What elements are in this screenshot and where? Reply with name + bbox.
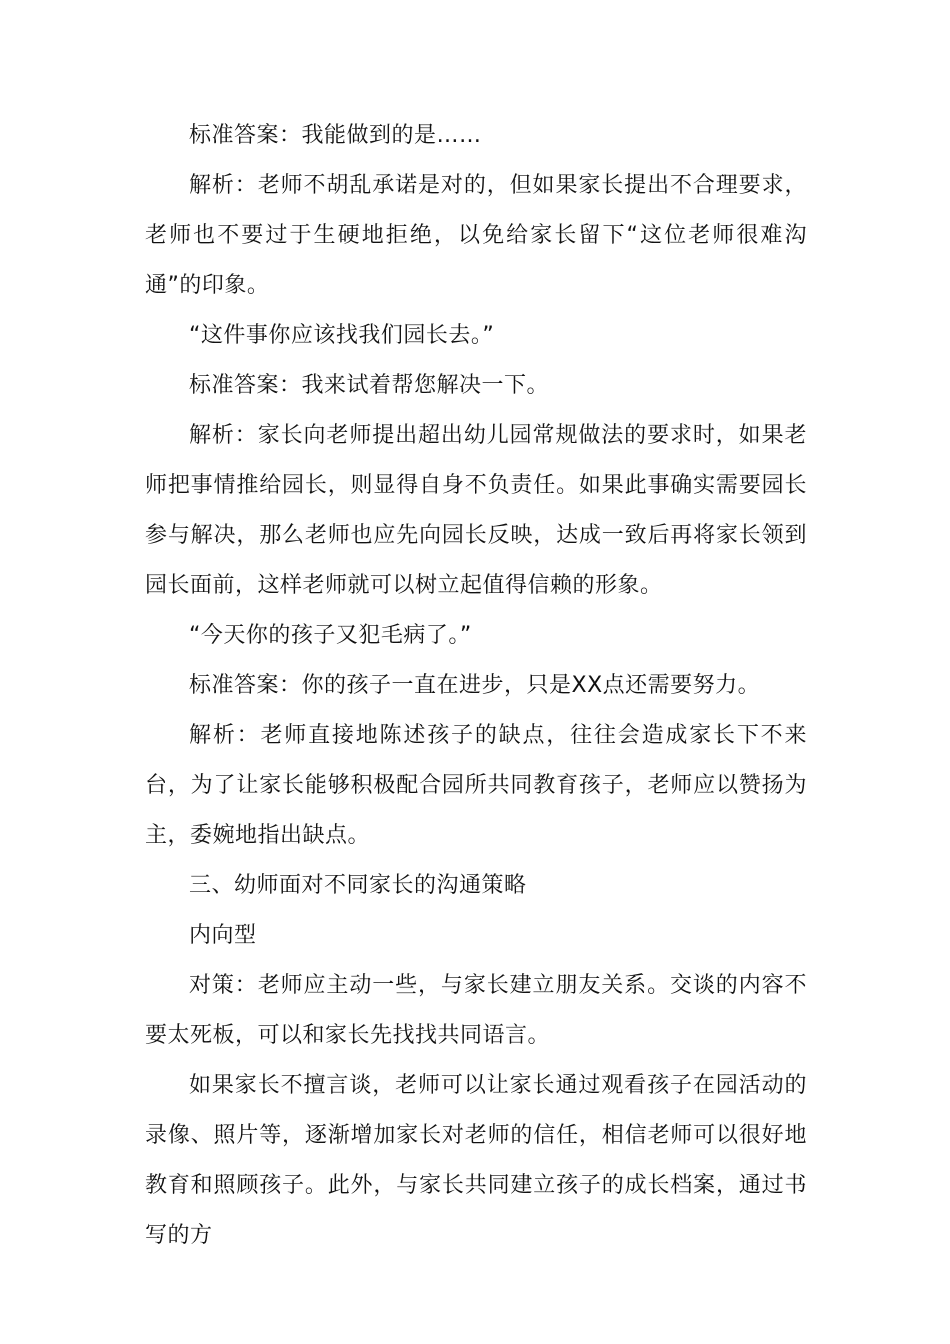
strategy-paragraph: 对策：老师应主动一些，与家长建立朋友关系。交谈的内容不要太死板，可以和家长先找找共同语言。 bbox=[145, 973, 807, 1048]
answer-paragraph-2: 标准答案：我来试着帮您解决一下。 bbox=[189, 373, 550, 398]
analysis-paragraph-3: 解析：老师直接地陈述孩子的缺点，往往会造成家长下不来台，为了让家长能够积极配合园所共同教育孩子，老师应以赞扬为主，委婉地指出缺点。 bbox=[145, 723, 807, 848]
quote-paragraph-2: “这件事你应该找我们园长去。” bbox=[189, 323, 495, 348]
section-heading: 三、幼师面对不同家长的沟通策略 bbox=[189, 873, 527, 898]
quote-paragraph-3: “今天你的孩子又犯毛病了。” bbox=[189, 623, 472, 648]
subsection-heading: 内向型 bbox=[189, 923, 257, 948]
document-body bbox=[145, 111, 807, 1261]
analysis-paragraph-1: 解析：老师不胡乱承诺是对的，但如果家长提出不合理要求，老师也不要过于生硬地拒绝，以免给家长留下“这位老师很难沟通”的印象。 bbox=[145, 173, 807, 298]
analysis-paragraph-2: 解析：家长向老师提出超出幼儿园常规做法的要求时，如果老师把事情推给园长，则显得自身不负责任。如果此事确实需要园长参与解决，那么老师也应先向园长反映，达成一致后再将家长领到园长面前，这样老师就可以树立起值得信赖的形象。 bbox=[145, 423, 807, 598]
answer-paragraph-1: 标准答案：我能做到的是…… bbox=[189, 123, 482, 148]
body-paragraph: 如果家长不擅言谈，老师可以让家长通过观看孩子在园活动的录像、照片等，逐渐增加家长对老师的信任，相信老师可以很好地教育和照顾孩子。此外，与家长共同建立孩子的成长档案，通过书写的方 bbox=[145, 1073, 807, 1248]
answer-paragraph-3: 标准答案：你的孩子一直在进步，只是XX点还需要努力。 bbox=[189, 673, 761, 698]
